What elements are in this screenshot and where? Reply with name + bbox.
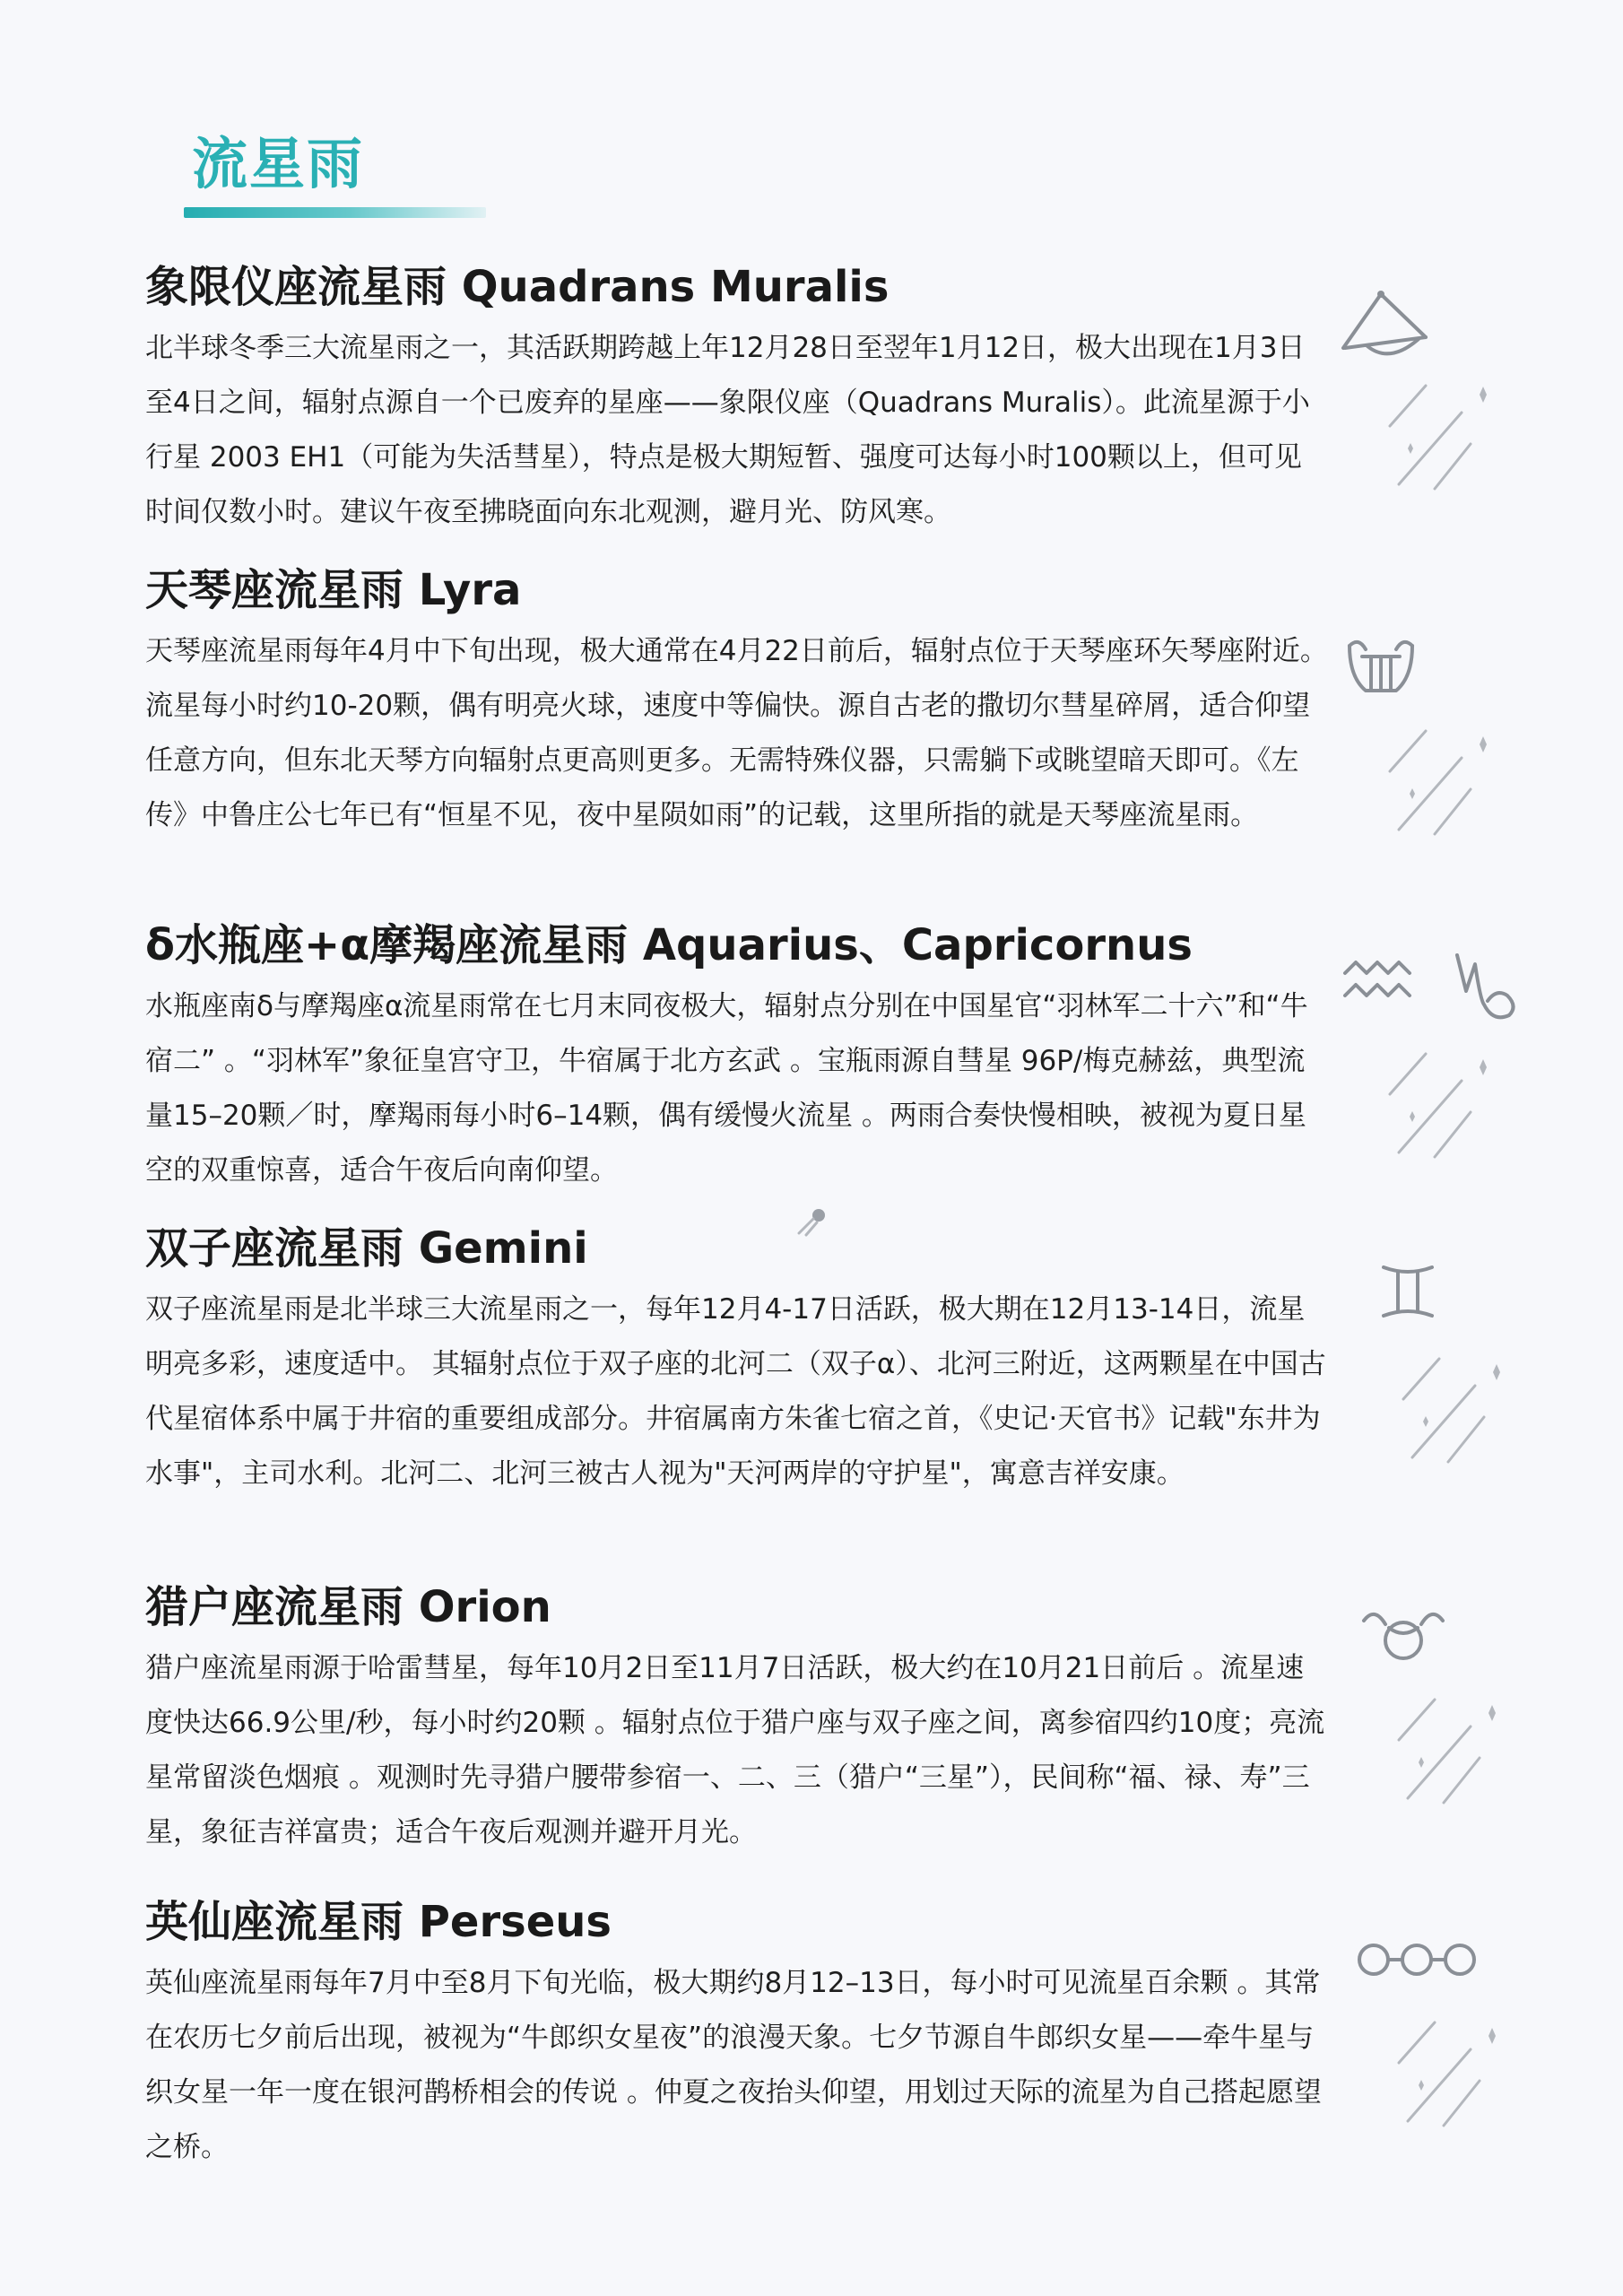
section-body: 天琴座流星雨每年4月中下旬出现，极大通常在4月22日前后，辐射点位于天琴座环矢琴座附近。流星每小时约10-20颗，偶有明亮火球，速度中等偏快。源自古老的撒切尔彗星碎屑，适合仰望任意方向，但东北天琴方向辐射点更高则更多。无需特殊仪器，只需躺下或眺望暗天即可。《左传》中鲁庄公七年已有“恒星不见，夜中星陨如雨”的记载，这里所指的就是天琴座流星雨。 (145, 635, 1328, 831)
section-body: 北半球冬季三大流星雨之一，其活跃期跨越上年12月28日至翌年1月12日，极大出现在1月3日至4日之间，辐射点源自一个已废弃的星座——象限仪座（Quadrans Muralis）。此流星源于小行星 2003 EH1（可能为失活彗星），特点是极大期短暂、强度可达每小时100颗以上，但可见时间仅数小时。建议午夜至拂晓面向东北观测，避月光、防风寒。 (145, 332, 1310, 528)
perseus-icon (1354, 1933, 1480, 1987)
section-perseids (145, 1893, 1329, 2175)
meteor-streaks-icon (1372, 363, 1497, 507)
meteor-streaks-icon (1381, 2000, 1506, 2144)
section-orionids (145, 1578, 1329, 1860)
section-heading: 象限仪座流星雨 Quadrans Muralis (145, 262, 890, 312)
gemini-icon (1376, 1260, 1439, 1323)
meteor-streaks-icon (1381, 1677, 1506, 1821)
aquarius-capricorn-icon (1341, 942, 1529, 1031)
meteor-streaks-icon (1372, 1031, 1497, 1175)
meteor-streaks-icon (1372, 709, 1497, 852)
section-body: 英仙座流星雨每年7月中至8月下旬光临，极大期约8月12–13日，每小时可见流星百余颗 。其常在农历七夕前后出现，被视为“牛郎织女星夜”的浪漫天象。七夕节源自牛郎织女星——牵牛星与织女星一年一度在银河鹊桥相会的传说 。仲夏之夜抬头仰望，用划过天际的流星为自己搭起愿望之桥。 (145, 1967, 1322, 2163)
page-title: 流星雨 (192, 131, 365, 196)
section-body: 猎户座流星雨源于哈雷彗星，每年10月2日至11月7日活跃，极大约在10月21日前后 。流星速度快达66.9公里/秒，每小时约20颗 。辐射点位于猎户座与双子座之间，离参宿四约10度；亮流星常留淡色烟痕 。观测时先寻猎户腰带参宿一、二、三（猎户“三星”），民间称“福、禄、寿”三星，象征吉祥富贵；适合午夜后观测并避开月光。 (145, 1652, 1325, 1848)
section-lyrids (145, 561, 1329, 843)
section-body: 水瓶座南δ与摩羯座α流星雨常在七月末同夜极大，辐射点分别在中国星官“羽林军二十六”和“牛宿二” 。“羽林军”象征皇宫守卫，牛宿属于北方玄武 。宝瓶雨源自彗星 96P/梅克赫兹，典型流量15–20颗／时，摩羯雨每小时6–14颗，偶有缓慢火流星 。两雨合奏快慢相映，被视为夏日星空的双重惊喜，适合午夜后向南仰望。 (145, 990, 1308, 1187)
section-heading: 天琴座流星雨 Lyra (145, 565, 522, 615)
section-aquariids-capricornids (145, 917, 1329, 1198)
section-heading: 猎户座流星雨 Orion (145, 1582, 551, 1632)
orion-icon (1358, 1601, 1448, 1673)
meteor-streaks-icon (1385, 1336, 1511, 1480)
section-geminids (145, 1220, 1329, 1501)
comet-icon (794, 1206, 829, 1237)
title-underline (184, 207, 486, 218)
lyre-icon (1341, 628, 1421, 709)
section-heading: δ水瓶座+α摩羯座流星雨 Aquarius、Capricornus (145, 920, 1193, 970)
section-heading: 英仙座流星雨 Perseus (145, 1897, 612, 1947)
section-quadrantids (145, 258, 1329, 540)
section-heading: 双子座流星雨 Gemini (145, 1223, 588, 1274)
section-body: 双子座流星雨是北半球三大流星雨之一，每年12月4-17日活跃，极大期在12月13-14日，流星明亮多彩，速度适中。 其辐射点位于双子座的北河二（双子α）、北河三附近，这两颗星在中国古代星宿体系中属于井宿的重要组成部分。井宿属南方朱雀七宿之首，《史记·天官书》记载"东井为水事"，主司水利。北河二、北河三被古人视为"天河两岸的守护星"，寓意吉祥安康。 (145, 1293, 1326, 1490)
quadrant-icon (1336, 287, 1435, 368)
